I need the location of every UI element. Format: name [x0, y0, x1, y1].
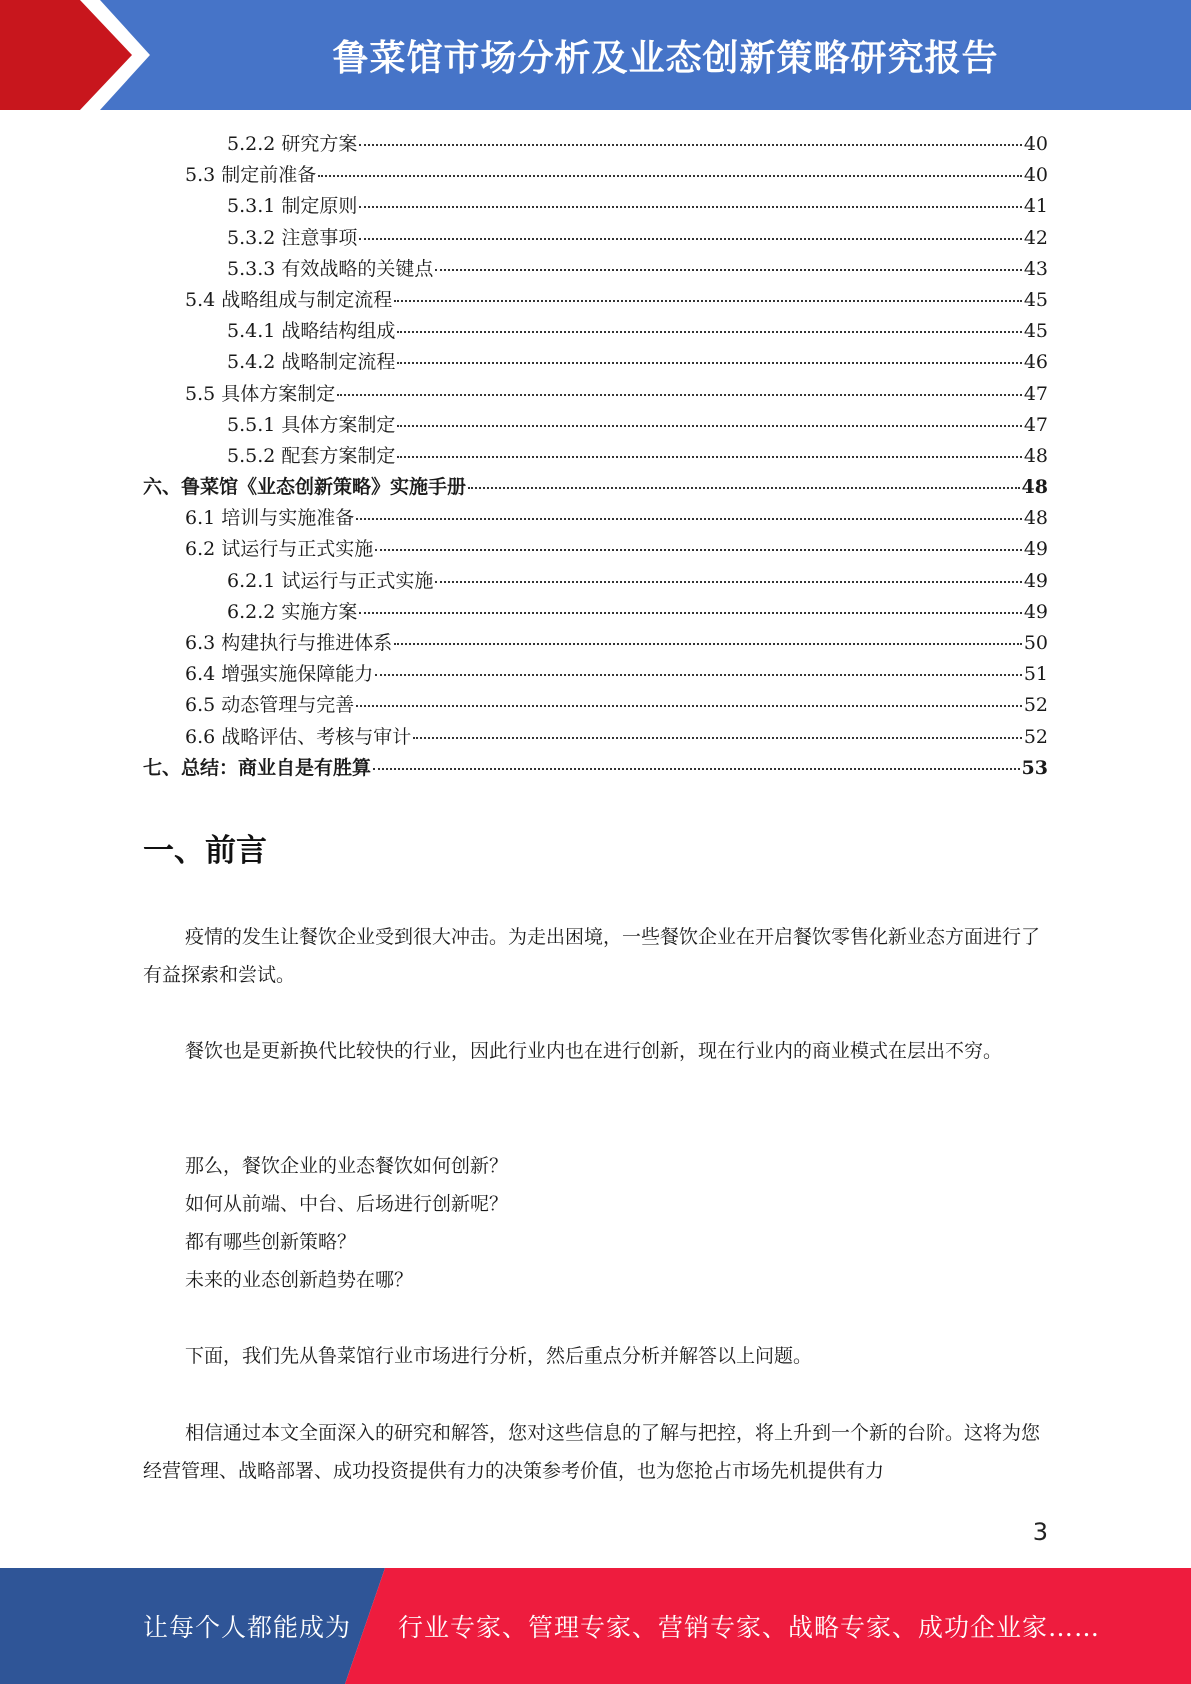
toc-entry-label: 5.3 制定前准备	[185, 164, 317, 187]
toc-entry-label: 5.4.2 战略制定流程	[227, 351, 396, 374]
question-list	[143, 1147, 1048, 1299]
toc-leader-dots	[359, 612, 1021, 614]
toc-leader-dots	[394, 300, 1022, 302]
toc-entry-page: 49	[1023, 569, 1048, 592]
toc-entry[interactable]	[143, 316, 1048, 347]
toc-leader-dots	[435, 581, 1021, 583]
section-heading: 一、前言	[143, 833, 267, 869]
toc-entry-label: 六、鲁菜馆《业态创新策略》实施手册	[143, 476, 467, 499]
toc-leader-dots	[397, 331, 1021, 333]
toc-entry[interactable]	[143, 753, 1048, 784]
question-item: 如何从前端、中台、后场进行创新呢？	[185, 1193, 509, 1215]
toc-entry-page: 45	[1023, 288, 1048, 311]
toc-leader-dots	[394, 643, 1022, 645]
toc-entry-page: 40	[1023, 133, 1048, 155]
toc-entry-label: 七、总结：商业自是有胜算	[143, 756, 372, 779]
toc-entry[interactable]	[143, 722, 1048, 753]
toc-entry[interactable]	[143, 191, 1048, 222]
toc-leader-dots	[359, 238, 1021, 240]
toc-entry-label: 5.4 战略组成与制定流程	[185, 288, 393, 311]
toc-leader-dots	[468, 487, 1020, 489]
page-number: 3	[1032, 1518, 1048, 1546]
toc-entry-label: 5.5.2 配套方案制定	[227, 444, 396, 467]
toc-leader-dots	[397, 425, 1021, 427]
body-paragraph	[143, 1032, 1048, 1070]
toc-leader-dots	[413, 737, 1022, 739]
toc-leader-dots	[337, 394, 1022, 396]
toc-entry-page: 49	[1023, 538, 1048, 561]
toc-entry[interactable]	[143, 566, 1048, 597]
toc-entry-label: 5.4.1 战略结构组成	[227, 320, 396, 343]
toc-leader-dots	[359, 206, 1021, 208]
toc-entry-label: 5.5 具体方案制定	[185, 382, 336, 405]
toc-entry-page: 41	[1023, 195, 1048, 218]
footer-slogan-right: 行业专家、管理专家、营销专家、战略专家、成功企业家……	[398, 1613, 1101, 1642]
toc-entry-label: 6.3 构建执行与推进体系	[185, 632, 393, 654]
toc-entry-label: 6.6 战略评估、考核与审计	[185, 725, 412, 748]
header-arrow-decoration	[0, 0, 160, 110]
toc-leader-dots	[375, 549, 1022, 551]
toc-entry[interactable]	[143, 597, 1048, 628]
document-title: 鲁菜馆市场分析及业态创新策略研究报告	[332, 37, 999, 79]
paragraph-2: 餐饮也是更新换代比较快的行业，因此行业内也在进行创新，现在行业内的商业模式在层出不穷。	[185, 1040, 1003, 1062]
toc-entry[interactable]	[143, 347, 1048, 378]
paragraph-4: 相信通过本文全面深入的研究和解答，您对这些信息的了解与把控，将上升到一个新的台阶。这将为您经营管理、战略部署、成功投资提供有力的决策参考价值，也为您抢占市场先机提供有力	[143, 1422, 1041, 1482]
toc-entry[interactable]	[143, 472, 1048, 503]
toc-entry-page: 43	[1023, 257, 1048, 280]
body-paragraph	[143, 1337, 1048, 1375]
toc-entry-page: 48	[1023, 507, 1048, 530]
toc-leader-dots	[375, 674, 1022, 676]
toc-entry-page: 47	[1023, 382, 1048, 405]
toc-entry[interactable]	[143, 534, 1048, 565]
toc-entry-page: 46	[1023, 351, 1048, 374]
toc-leader-dots	[356, 518, 1022, 520]
toc-entry-label: 6.2.2 实施方案	[227, 600, 358, 623]
toc-entry-page: 50	[1023, 632, 1048, 654]
toc-leader-dots	[373, 768, 1020, 770]
toc-leader-dots	[397, 362, 1021, 364]
footer-slogan-left: 让每个人都能成为	[143, 1613, 352, 1642]
toc-entry-label: 5.3.1 制定原则	[227, 195, 358, 218]
toc-entry[interactable]	[143, 410, 1048, 441]
toc-leader-dots	[318, 175, 1022, 177]
question-item: 都有哪些创新策略？	[185, 1231, 357, 1253]
toc-entry-label: 6.1 培训与实施准备	[185, 507, 355, 530]
toc-entry-page: 52	[1023, 694, 1048, 717]
toc-entry-label: 5.3.2 注意事项	[227, 226, 358, 249]
toc-entry-page: 45	[1023, 320, 1048, 343]
toc-entry-page: 51	[1023, 663, 1048, 686]
page-footer	[0, 1568, 1191, 1684]
page-header	[0, 0, 1191, 110]
toc-entry-page: 49	[1023, 600, 1048, 623]
question-item: 未来的业态创新趋势在哪？	[185, 1269, 414, 1291]
toc-entry-label: 6.4 增强实施保障能力	[185, 663, 374, 686]
body-paragraph	[143, 918, 1048, 994]
paragraph-3: 下面，我们先从鲁菜馆行业市场进行分析，然后重点分析并解答以上问题。	[185, 1345, 813, 1367]
toc-leader-dots	[397, 456, 1021, 458]
toc-entry-label: 5.2.2 研究方案	[227, 133, 358, 155]
toc-entry[interactable]	[143, 254, 1048, 285]
toc-entry-label: 6.2 试运行与正式实施	[185, 538, 374, 561]
toc-leader-dots	[356, 705, 1022, 707]
toc-entry[interactable]	[143, 223, 1048, 254]
toc-entry-page: 48	[1023, 444, 1048, 467]
toc-leader-dots	[359, 144, 1021, 146]
toc-leader-dots	[435, 269, 1021, 271]
body-paragraph	[143, 1414, 1048, 1490]
toc-entry-label: 5.5.1 具体方案制定	[227, 413, 396, 436]
toc-entry-label: 6.2.1 试运行与正式实施	[227, 569, 434, 592]
toc-entry[interactable]	[143, 628, 1048, 659]
toc-entry[interactable]	[143, 285, 1048, 316]
toc-entry-page: 48	[1021, 476, 1048, 499]
toc-entry-label: 5.3.3 有效战略的关键点	[227, 257, 434, 280]
toc-entry-page: 42	[1023, 226, 1048, 249]
table-of-contents	[143, 129, 1048, 784]
toc-entry[interactable]	[143, 690, 1048, 721]
question-item: 那么，餐饮企业的业态餐饮如何创新？	[185, 1155, 509, 1177]
toc-entry-page: 40	[1023, 164, 1048, 187]
toc-entry[interactable]	[143, 129, 1048, 160]
toc-entry-label: 6.5 动态管理与完善	[185, 694, 355, 717]
toc-entry[interactable]	[143, 160, 1048, 191]
toc-entry[interactable]	[143, 503, 1048, 534]
toc-entry[interactable]	[143, 441, 1048, 472]
toc-entry-page: 52	[1023, 725, 1048, 748]
toc-entry-page: 47	[1023, 413, 1048, 436]
toc-entry[interactable]	[143, 659, 1048, 690]
paragraph-1: 疫情的发生让餐饮企业受到很大冲击。为走出困境，一些餐饮企业在开启餐饮零售化新业态方面进行了有益探索和尝试。	[143, 926, 1041, 986]
toc-entry-page: 53	[1021, 756, 1048, 779]
toc-entry[interactable]	[143, 379, 1048, 410]
